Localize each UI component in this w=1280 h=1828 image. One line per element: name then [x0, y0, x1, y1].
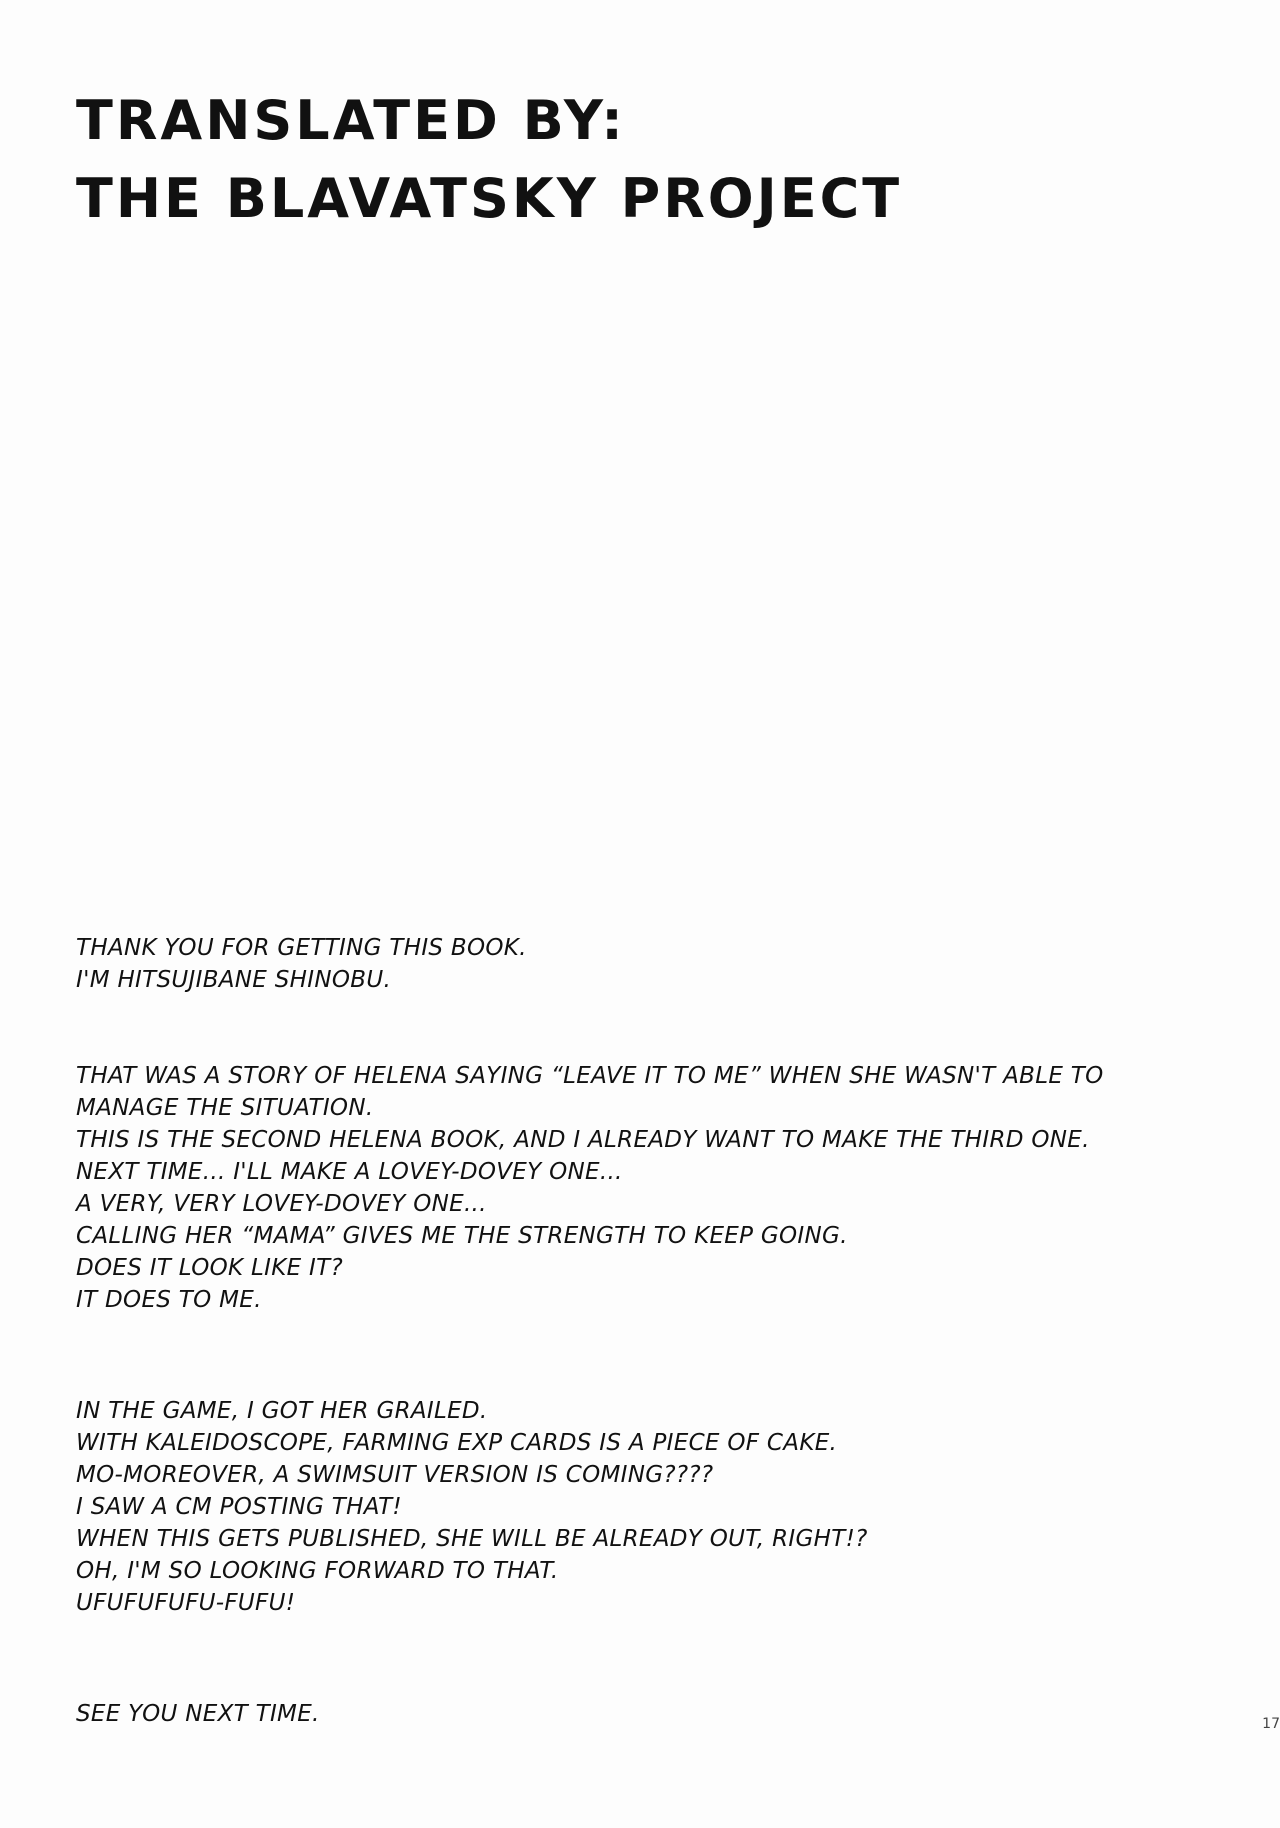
text-line: MO-MOREOVER, A SWIMSUIT VERSION IS COMING???? — [76, 1462, 714, 1488]
paragraph-game — [76, 1395, 1216, 1619]
page-number: 17 — [1262, 1716, 1280, 1732]
text-line: UFUFUFUFU-FUFU! — [76, 1590, 296, 1616]
paragraph-story — [76, 1060, 1216, 1316]
text-line: THIS IS THE SECOND HELENA BOOK, AND I ALREADY WANT TO MAKE THE THIRD ONE. — [76, 1127, 1090, 1153]
text-line: NEXT TIME... I'LL MAKE A LOVEY-DOVEY ONE... — [76, 1159, 623, 1185]
text-line: WITH KALEIDOSCOPE, FARMING EXP CARDS IS A PIECE OF CAKE. — [76, 1430, 838, 1456]
text-line: A VERY, VERY LOVEY-DOVEY ONE... — [76, 1191, 487, 1217]
credit-line-2: THE BLAVATSKY PROJECT — [76, 167, 903, 230]
text-line: IN THE GAME, I GOT HER GRAILED. — [76, 1398, 488, 1424]
paragraph-closing — [76, 1698, 1216, 1730]
text-line: THANK YOU FOR GETTING THIS BOOK. — [76, 935, 527, 961]
text-line: I'M HITSUJIBANE SHINOBU. — [76, 967, 392, 993]
text-line: OH, I'M SO LOOKING FORWARD TO THAT. — [76, 1558, 559, 1584]
text-line: CALLING HER “MAMA” GIVES ME THE STRENGTH TO KEEP GOING. — [76, 1223, 848, 1249]
text-line: I SAW A CM POSTING THAT! — [76, 1494, 402, 1520]
text-line: THAT WAS A STORY OF HELENA SAYING “LEAVE IT TO ME” WHEN SHE WASN'T ABLE TO — [76, 1063, 1104, 1089]
translation-credit — [76, 82, 902, 238]
text-line: WHEN THIS GETS PUBLISHED, SHE WILL BE ALREADY OUT, RIGHT!? — [76, 1526, 868, 1552]
text-line: DOES IT LOOK LIKE IT? — [76, 1255, 343, 1281]
text-line: SEE YOU NEXT TIME. — [76, 1701, 320, 1727]
text-line: IT DOES TO ME. — [76, 1287, 262, 1313]
text-line: MANAGE THE SITUATION. — [76, 1095, 374, 1121]
paragraph-greeting — [76, 932, 1216, 996]
afterword-text — [76, 932, 1216, 1730]
credit-line-1: TRANSLATED BY: — [76, 89, 626, 152]
